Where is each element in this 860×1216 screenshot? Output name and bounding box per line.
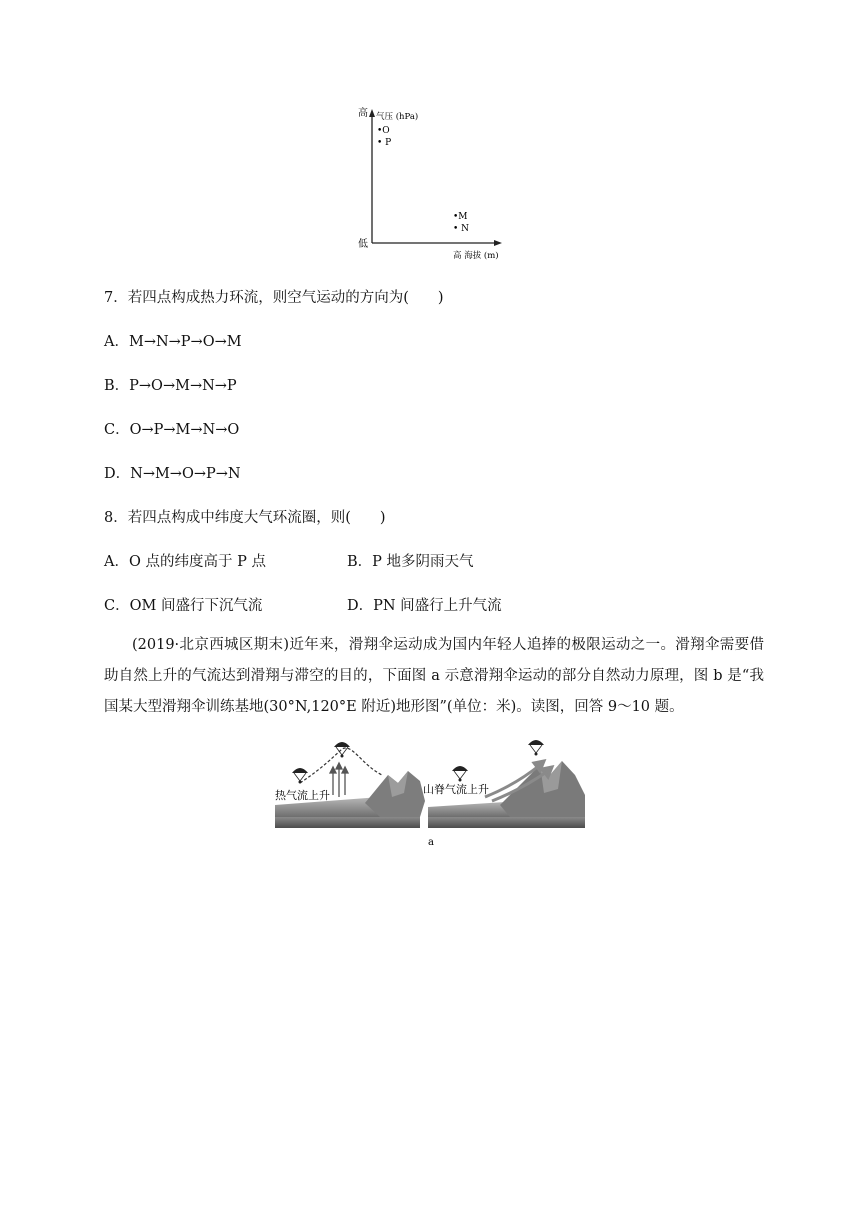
paraglider-icon <box>528 740 544 756</box>
point-p: • P <box>377 138 392 148</box>
paragliding-figure-a <box>270 735 590 850</box>
point-m: •M <box>453 212 468 222</box>
thermal-updraft-arrows <box>330 763 348 797</box>
y-high-label: 高 <box>358 108 368 119</box>
q7-option-a: A．M→N→P→O→M <box>104 334 242 350</box>
y-low-label: 低 <box>358 239 368 250</box>
x-axis-label: 高 海拔 (m) <box>453 251 499 261</box>
q8-option-c: C．OM 间盛行下沉气流 <box>104 598 263 614</box>
paraglider-icon <box>292 768 308 784</box>
question-7-stem: 7．若四点构成热力环流，则空气运动的方向为( ) <box>104 290 444 306</box>
paraglider-icon <box>452 766 468 782</box>
ridge-label: 山脊气流上升 <box>423 783 489 796</box>
y-axis-label: 气压 (hPa) <box>376 112 419 122</box>
ridge-panel <box>423 740 585 828</box>
q7-option-c: C．O→P→M→N→O <box>104 422 240 438</box>
figure-caption: a <box>428 837 434 848</box>
q7-option-d: D．N→M→O→P→N <box>104 466 241 482</box>
q7-option-b: B．P→O→M→N→P <box>104 378 237 394</box>
thermal-panel <box>275 742 425 828</box>
point-n: • N <box>453 224 470 234</box>
y-axis-arrow <box>369 109 375 117</box>
thermal-label: 热气流上升 <box>275 789 330 802</box>
q8-option-d: D．PN 间盛行上升气流 <box>347 598 502 614</box>
paraglider-icon <box>334 742 350 758</box>
q8-option-a: A．O 点的纬度高于 P 点 <box>104 554 266 570</box>
q8-option-b: B．P 地多阴雨天气 <box>347 554 474 570</box>
point-o: •O <box>377 126 390 136</box>
pressure-altitude-graph <box>355 100 515 265</box>
passage-paragraph: (2019·北京西城区期末)近年来，滑翔伞运动成为国内年轻人追捧的极限运动之一。滑翔伞需要借助自然上升的气流达到滑翔与滞空的目的，下面图 a 示意滑翔伞运动的部分自然动力原理，图 b 是“我国某大型滑翔伞训练基地(30°N,120°E 附近)地形图”(单位：米)。读图，回答 9～10 题。 <box>104 637 764 715</box>
question-8-stem: 8．若四点构成中纬度大气环流圈，则( ) <box>104 510 386 526</box>
x-axis-arrow <box>494 240 502 246</box>
